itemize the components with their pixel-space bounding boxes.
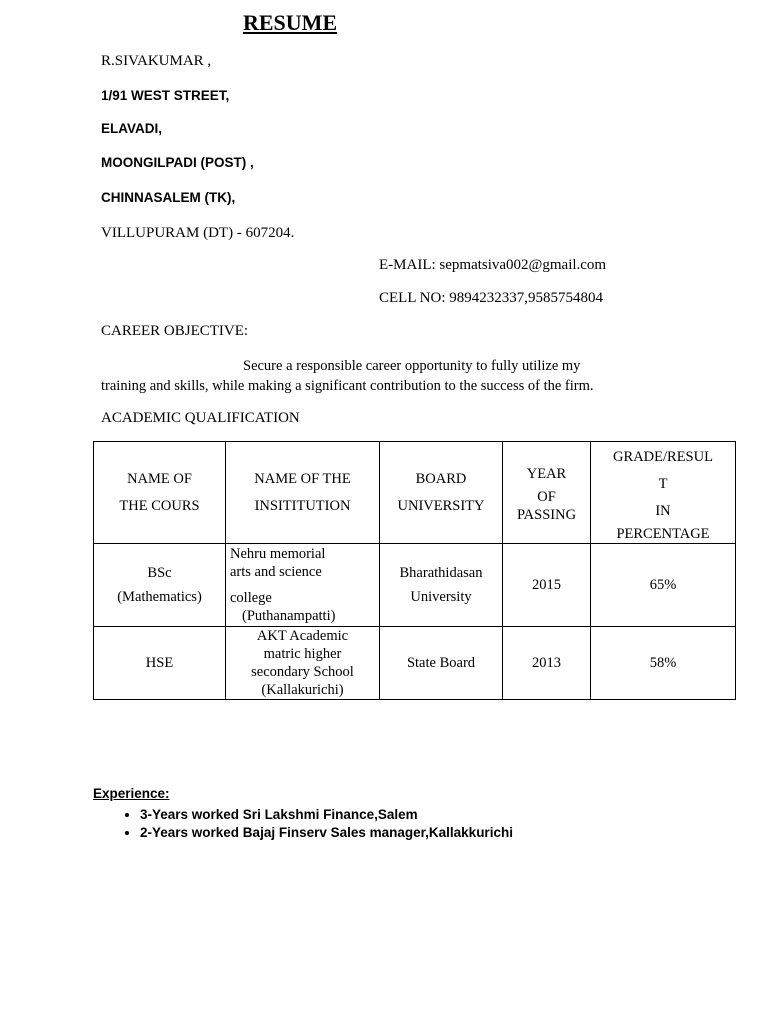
address-taluk: CHINNASALEM (TK), <box>101 190 236 205</box>
cell-institution: AKT Academic matric higher secondary School (Kallakurichi) <box>226 627 380 700</box>
contact-cell: CELL NO: 9894232337,9585754804 <box>379 290 604 306</box>
candidate-name: R.SIVAKUMAR , <box>101 53 212 69</box>
header-board: BOARD UNIVERSITY <box>380 442 503 544</box>
address-village: ELAVADI, <box>101 121 163 136</box>
career-objective-line1: Secure a responsible career opportunity to fully utilize my <box>243 358 581 374</box>
header-grade: GRADE/RESUL T IN PERCENTAGE <box>591 442 736 544</box>
cell-year: 2013 <box>503 627 591 700</box>
table-row <box>94 627 736 700</box>
table-header-row <box>94 442 736 544</box>
header-course: NAME OF THE COURS <box>94 442 226 544</box>
address-district: VILLUPURAM (DT) - 607204. <box>101 225 295 241</box>
address-post: MOONGILPADI (POST) , <box>101 155 254 170</box>
cell-grade: 65% <box>591 544 736 627</box>
table-row <box>94 544 736 627</box>
list-item: • 3-Years worked Sri Lakshmi Finance,Salem <box>140 806 513 824</box>
academic-table <box>93 441 736 700</box>
academic-heading: ACADEMIC QUALIFICATION <box>101 410 300 426</box>
list-item: • 2-Years worked Bajaj Finserv Sales manager,Kallakkurichi <box>140 824 513 842</box>
experience-list <box>100 806 513 842</box>
cell-year: 2015 <box>503 544 591 627</box>
cell-course: HSE <box>94 627 226 700</box>
cell-board: State Board <box>380 627 503 700</box>
contact-email: E-MAIL: sepmatsiva002@gmail.com <box>379 257 607 273</box>
header-year: YEAR OF PASSING <box>503 442 591 544</box>
cell-institution: Nehru memorial arts and science college (Puthanampatti) <box>226 544 380 627</box>
cell-grade: 58% <box>591 627 736 700</box>
career-objective-line2: training and skills, while making a significant contribution to the success of the firm. <box>101 378 594 394</box>
cell-board: Bharathidasan University <box>380 544 503 627</box>
career-objective-heading: CAREER OBJECTIVE: <box>101 323 249 339</box>
header-institution: NAME OF THE INSITITUTION <box>226 442 380 544</box>
address-street: 1/91 WEST STREET, <box>101 88 230 103</box>
cell-course: BSc (Mathematics) <box>94 544 226 627</box>
experience-heading: Experience: <box>93 786 170 801</box>
resume-title: RESUME <box>243 10 338 35</box>
